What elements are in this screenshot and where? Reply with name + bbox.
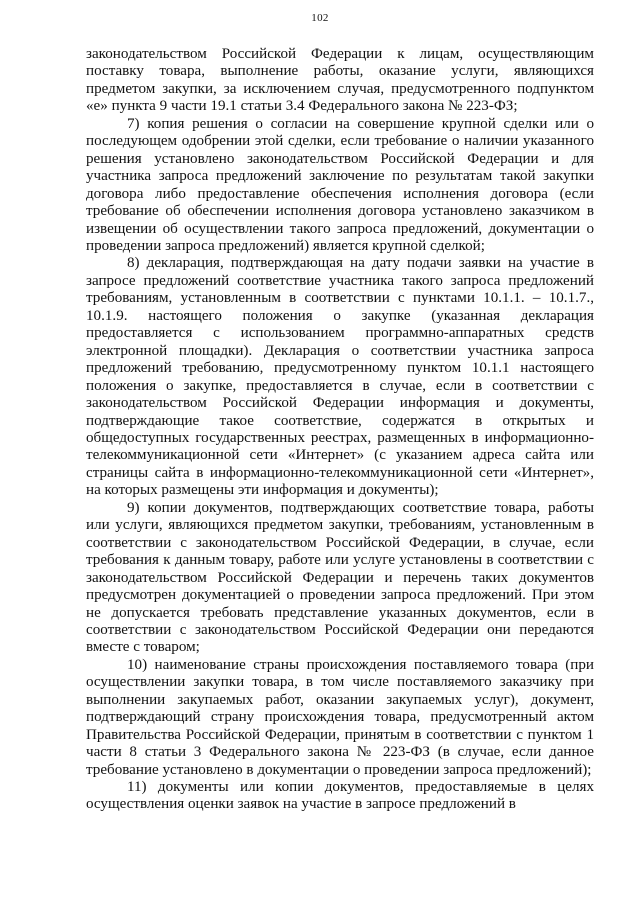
paragraph-item-11: 11) документы или копии документов, предоставляемые в целях осуществления оценки заявок на участие в запросе предложений в xyxy=(86,779,594,813)
paragraph-item-8: 8) декларация, подтверждающая на дату подачи заявки на участие в запросе предложений соответствие участника такого запроса предложений требованиям, установленным в соответствии с пунктами 10.1.1. – 10.1.7., 10.1.9. настоящего положения о закупке (указанная декларация предоставляется с использованием программно-аппаратных средств электронной площадки). Декларация о соответствии участника запроса предложений требованию, предусмотренному пунктом 10.1.1 настоящего положения о закупке, предоставляется в случае, если в соответствии с законодательством Российской Федерации информация и документы, подтверждающие такое соответствие, содержатся в открытых и общедоступных государственных реестрах, размещенных в информационно-телекоммуникационной сети «Интернет» (с указанием адреса сайта или страницы сайта в информационно-телекоммуникационной сети «Интернет», на которых размещены эти информация и документы); xyxy=(86,255,594,499)
document-body xyxy=(86,46,594,814)
page-number: 102 xyxy=(311,12,329,24)
paragraph-item-7: 7) копия решения о согласии на совершение крупной сделки или о последующем одобрении этой сделки, если требование о наличии указанного решения установлено законодательством Российской Федерации и для участника запроса предложений заключение по результатам такой закупки договора либо предоставление обеспечения исполнения договора (если требование об обеспечении исполнения договора установлено заказчиком в извещении об осуществлении такого запроса предложений, документации о проведении запроса предложений) является крупной сделкой; xyxy=(86,115,594,254)
paragraph-item-10: 10) наименование страны происхождения поставляемого товара (при осуществлении закупки товара, в том числе поставляемого заказчику при выполнении закупаемых работ, оказании закупаемых услуг), документ, подтверждающий страну происхождения товара, предусмотренный актом Правительства Российской Федерации, принятым в соответствии с пунктом 1 части 8 статьи 3 Федерального закона № 223-ФЗ (в случае, если данное требование установлено в документации о проведении запроса предложений); xyxy=(86,656,594,778)
paragraph-continuation: законодательством Российской Федерации к лицам, осуществляющим поставку товара, выполнение работы, оказание услуги, являющихся предметом закупки, за исключением случая, предусмотренного подпунктом «е» пункта 9 части 19.1 статьи 3.4 Федерального закона № 223-ФЗ; xyxy=(86,46,594,115)
paragraph-item-9: 9) копии документов, подтверждающих соответствие товара, работы или услуги, являющихся предметом закупки, требованиям, установленным в соответствии с законодательством Российской Федерации, в случае, если требования к данным товару, работе или услуге установлены в соответствии с законодательством Российской Федерации и перечень таких документов предусмотрен документацией о проведении запроса предложений. При этом не допускается требовать представление указанных документов, если в соответствии с законодательством Российской Федерации они передаются вместе с товаром; xyxy=(86,499,594,656)
